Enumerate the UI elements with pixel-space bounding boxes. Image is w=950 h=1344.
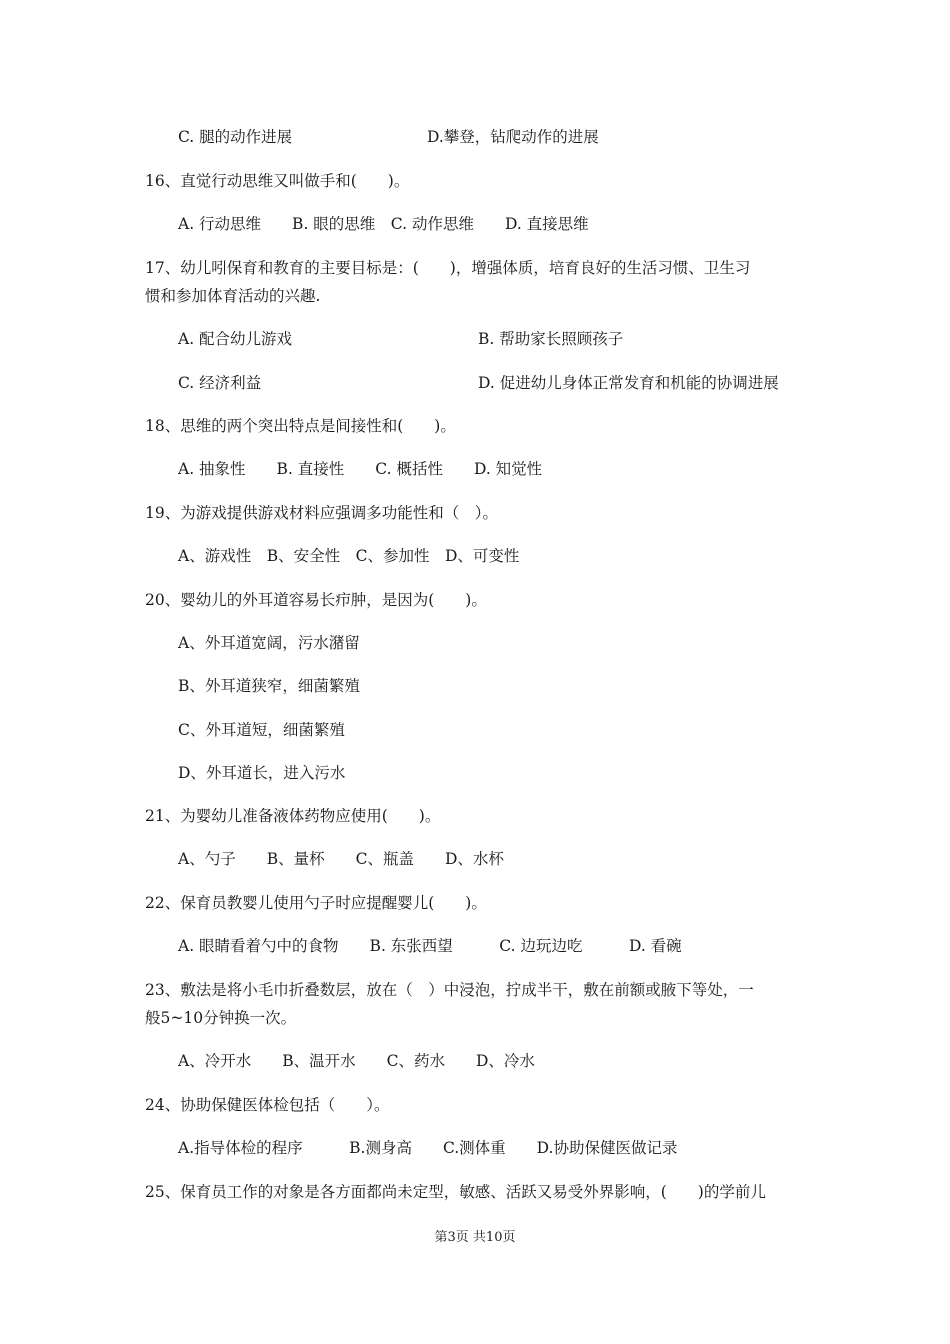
question-17-line-1: 17、幼儿吲保育和教育的主要目标是：( )，增强体质，培育良好的生活习惯、卫生习 [145, 259, 751, 277]
question-18-options: A. 抽象性 B. 直接性 C. 概括性 D. 知觉性 [178, 460, 543, 478]
q17-option-a: A. 配合幼儿游戏 [178, 330, 293, 348]
question-18: 18、思维的两个突出特点是间接性和( )。 [145, 417, 456, 435]
question-24-options: A.指导体检的程序 B.测身高 C.测体重 D.协助保健医做记录 [178, 1139, 678, 1157]
question-24: 24、协助保健医体检包括（ ）。 [145, 1096, 390, 1114]
question-23-line-1: 23、敷法是将小毛巾折叠数层，放在（ ）中浸泡，拧成半干，敷在前额或腋下等处，一 [145, 981, 754, 999]
question-21: 21、为婴幼儿准备液体药物应使用( )。 [145, 807, 441, 825]
question-17-line-2: 惯和参加体育活动的兴趣. [145, 287, 321, 305]
question-23-options: A、冷开水 B、温开水 C、药水 D、冷水 [178, 1052, 535, 1070]
q20-option-a: A、外耳道宽阔，污水潴留 [178, 634, 360, 652]
q20-option-b: B、外耳道狭窄，细菌繁殖 [178, 677, 360, 695]
question-25-line-1: 25、保育员工作的对象是各方面都尚未定型，敏感、活跃又易受外界影响，( )的学前儿 [145, 1183, 766, 1201]
question-16: 16、直觉行动思维又叫做手和( )。 [145, 172, 410, 190]
q15-option-c: C. 腿的动作进展 [178, 128, 293, 146]
question-19-options: A、游戏性 B、安全性 C、参加性 D、可变性 [178, 547, 520, 565]
question-19: 19、为游戏提供游戏材料应强调多功能性和（ ）。 [145, 504, 498, 522]
question-22-options: A. 眼睛看着勺中的食物 B. 东张西望 C. 边玩边吃 D. 看碗 [178, 937, 682, 955]
question-22: 22、保育员教婴儿使用勺子时应提醒婴儿( )。 [145, 894, 487, 912]
page-number-footer: 第3页 共10页 [434, 1230, 516, 1245]
q17-option-b: B. 帮助家长照顾孩子 [478, 330, 624, 348]
q15-option-d: D.攀登，钻爬动作的进展 [427, 128, 599, 146]
q17-option-d: D. 促进幼儿身体正常发育和机能的协调进展 [478, 374, 779, 392]
q20-option-c: C、外耳道短，细菌繁殖 [178, 721, 345, 739]
question-20: 20、婴幼儿的外耳道容易长疖肿，是因为( )。 [145, 591, 487, 609]
question-21-options: A、勺子 B、量杯 C、瓶盖 D、水杯 [178, 850, 504, 868]
q20-option-d: D、外耳道长，进入污水 [178, 764, 346, 782]
q17-option-c: C. 经济利益 [178, 374, 262, 392]
question-23-line-2: 般5~10分钟换一次。 [145, 1009, 297, 1027]
question-16-options: A. 行动思维 B. 眼的思维 C. 动作思维 D. 直接思维 [178, 215, 589, 233]
